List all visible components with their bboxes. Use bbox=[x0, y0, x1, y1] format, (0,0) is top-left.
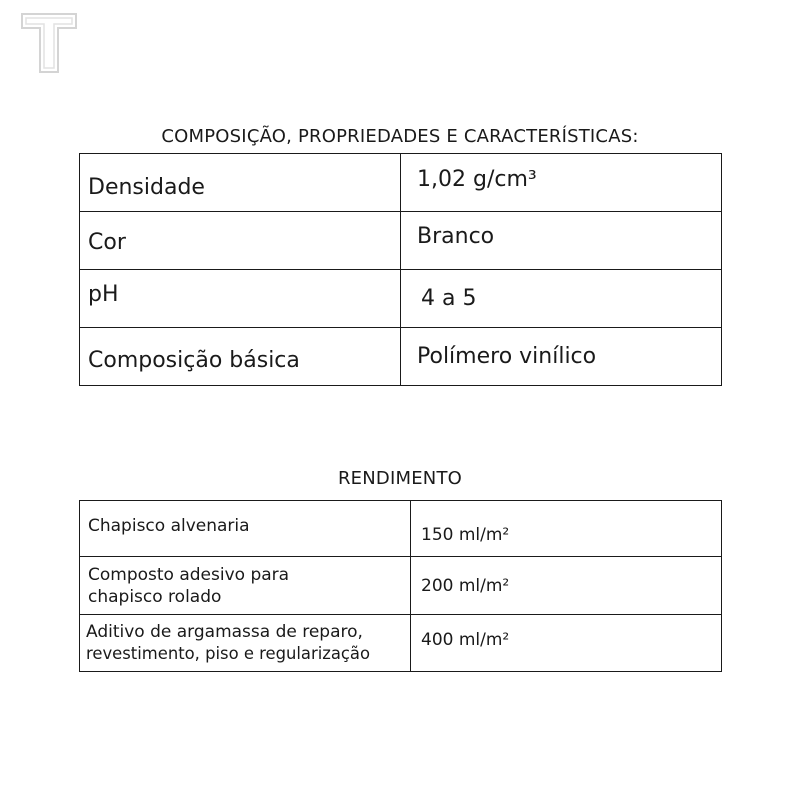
color-value: Branco bbox=[401, 212, 722, 270]
yield-label-line: Aditivo de argamassa de reparo, bbox=[86, 622, 363, 642]
yield-label bbox=[80, 501, 411, 557]
yield-label bbox=[80, 615, 411, 672]
table-row bbox=[80, 557, 722, 615]
density-value: 1,02 g/cm³ bbox=[401, 154, 722, 212]
brand-logo-icon bbox=[20, 12, 78, 74]
color-label: Cor bbox=[80, 212, 401, 270]
composition-value: Polímero vinílico bbox=[401, 328, 722, 386]
composition-label: Composição básica bbox=[80, 328, 401, 386]
yield-section-title: RENDIMENTO bbox=[337, 468, 463, 489]
table-row bbox=[80, 212, 722, 270]
table-row bbox=[80, 270, 722, 328]
composition-table bbox=[79, 153, 722, 386]
yield-value: 400 ml/m² bbox=[411, 615, 722, 672]
yield-value: 150 ml/m² bbox=[411, 501, 722, 557]
table-row bbox=[80, 615, 722, 672]
yield-label-line: chapisco rolado bbox=[88, 586, 222, 607]
yield-label bbox=[80, 557, 411, 615]
yield-value: 200 ml/m² bbox=[411, 557, 722, 615]
yield-label-line: Chapisco alvenaria bbox=[88, 516, 250, 536]
ph-value: 4 a 5 bbox=[401, 270, 722, 328]
density-label: Densidade bbox=[80, 154, 401, 212]
table-row bbox=[80, 328, 722, 386]
yield-label-line: revestimento, piso e regularização bbox=[86, 644, 370, 663]
yield-label-line: Composto adesivo para bbox=[88, 564, 290, 585]
composition-section-title: COMPOSIÇÃO, PROPRIEDADES E CARACTERÍSTICAS: bbox=[161, 126, 639, 147]
table-row bbox=[80, 154, 722, 212]
ph-label: pH bbox=[80, 270, 401, 328]
table-row bbox=[80, 501, 722, 557]
yield-table bbox=[79, 500, 722, 672]
